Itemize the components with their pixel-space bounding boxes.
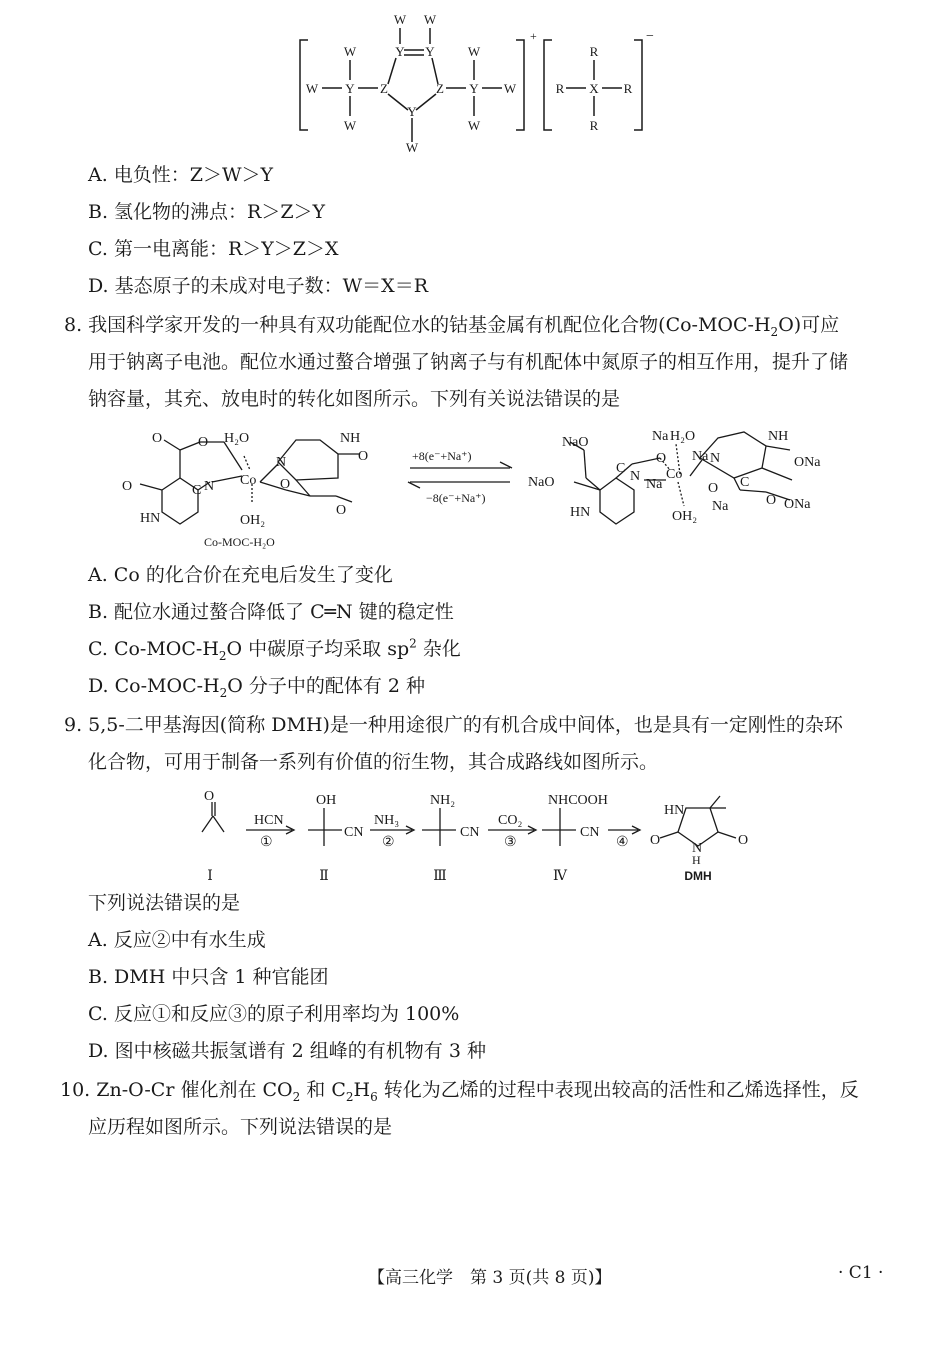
atom-o: O <box>650 833 661 848</box>
label-nh: NH <box>768 429 789 444</box>
atom-w: W <box>467 118 481 133</box>
atom-z: Z <box>380 81 388 96</box>
label-cn: CN <box>580 825 600 840</box>
atom-w: W <box>467 44 481 59</box>
label-h2o: H₂O <box>670 429 696 444</box>
label-hn: HN <box>664 803 685 818</box>
label-oh2: OH₂ <box>240 513 266 528</box>
charge-plus: + <box>530 29 537 43</box>
q9-option-a: A. 反应②中有水生成 <box>88 929 266 951</box>
label-hn: HN <box>140 511 161 526</box>
footer-page-info: 【高三化学 第 3 页(共 8 页)】 <box>368 1268 612 1288</box>
atom-o: O <box>280 477 291 492</box>
atom-o: O <box>152 431 163 446</box>
arrow-charge-label: +8(e⁻+Na⁺) <box>412 449 472 463</box>
q9-stem-line-1: 9. 5,5-二甲基海因(简称 DMH)是一种用途很广的有机合成中间体，也是具有一定刚性的杂环 <box>64 714 843 736</box>
label-na: Na <box>712 499 729 514</box>
q8-complex-figure <box>100 420 840 555</box>
atom-n: N <box>630 469 641 484</box>
arrow-discharge-label: −8(e⁻+Na⁺) <box>426 491 486 505</box>
atom-w: W <box>393 12 407 27</box>
q9-question: 下列说法错误的是 <box>88 892 241 914</box>
atom-o: O <box>656 451 667 466</box>
label-oh2: OH₂ <box>672 509 698 524</box>
atom-o: O <box>198 435 209 450</box>
reagent-nh3: NH₃ <box>374 813 400 828</box>
atom-r: R <box>555 81 565 96</box>
atom-n: N <box>710 451 721 466</box>
atom-y: Y <box>425 44 435 59</box>
label-co-moc: Co-MOC-H₂O <box>204 535 275 549</box>
label-na: Na <box>652 429 669 444</box>
q8-stem-line-2: 用于钠离子电池。配位水通过螯合增强了钠离子与有机配体中氮原子的相互作用，提升了储 <box>88 351 849 373</box>
q7-option-c: C. 第一电离能：R＞Y＞Z＞X <box>88 238 339 260</box>
q7-option-b: B. 氢化物的沸点：R＞Z＞Y <box>88 201 326 223</box>
q9-option-c: C. 反应①和反应③的原子利用率均为 100% <box>88 1003 460 1025</box>
atom-r: R <box>589 44 599 59</box>
q9-stem-line-2: 化合物，可用于制备一系列有价值的衍生物，其合成路线如图所示。 <box>88 751 659 773</box>
label-compound-1: Ⅰ <box>207 869 213 884</box>
atom-y: Y <box>407 104 417 119</box>
label-ona: ONa <box>784 497 811 512</box>
label-co: Co <box>240 473 257 488</box>
atom-y: Y <box>395 44 405 59</box>
atom-w: W <box>343 44 357 59</box>
label-h2o: H₂O <box>224 431 250 446</box>
label-cn: CN <box>460 825 480 840</box>
label-nh2: NH₂ <box>430 793 456 808</box>
atom-c: C <box>616 461 626 476</box>
q7-option-d: D. 基态原子的未成对电子数：W＝X＝R <box>88 275 428 297</box>
atom-o: O <box>738 833 749 848</box>
atom-n: N <box>692 841 703 856</box>
label-nao: NaO <box>562 435 589 450</box>
atom-o: O <box>358 449 369 464</box>
label-nhcooh: NHCOOH <box>548 793 608 808</box>
atom-y: Y <box>469 81 479 96</box>
q8-option-d: D. $Co-MOC-H_2O$ 分子中的配体有 2 种 <box>88 675 426 700</box>
atom-c: C <box>192 483 202 498</box>
q10-stem-line-1: 10. Zn-O-Cr 催化剂在 $CO_2$ 和 $C_2H_6$ 转化为乙烯的过程中表现出较高的活性和乙烯选择性，反 <box>60 1079 859 1104</box>
atom-n: N <box>276 455 287 470</box>
q7-structure-figure <box>290 6 660 156</box>
label-ona: ONa <box>794 455 821 470</box>
label-cn: CN <box>344 825 364 840</box>
label-oh: OH <box>316 793 337 808</box>
atom-w: W <box>405 140 419 155</box>
q7-option-a: A. 电负性：Z＞W＞Y <box>88 164 274 186</box>
q9-option-d: D. 图中核磁共振氢谱有 2 组峰的有机物有 3 种 <box>88 1040 486 1062</box>
atom-w: W <box>423 12 437 27</box>
atom-h: H <box>692 853 701 867</box>
label-nh: NH <box>340 431 361 446</box>
q8-stem-line-1: 8. 我国科学家开发的一种具有双功能配位水的钴基金属有机配位化合物$(Co-MOC-H_2O)$可应 <box>64 314 840 339</box>
atom-n: N <box>204 479 215 494</box>
label-compound-3: Ⅲ <box>433 869 447 884</box>
step-3: ③ <box>504 835 517 850</box>
label-na: Na <box>692 449 709 464</box>
atom-y: Y <box>345 81 355 96</box>
step-2: ② <box>382 835 395 850</box>
label-na: Na <box>646 477 663 492</box>
step-4: ④ <box>616 835 629 850</box>
atom-o: O <box>766 493 777 508</box>
atom-c: C <box>740 475 750 490</box>
q8-option-a: A. Co 的化合价在充电后发生了变化 <box>88 564 393 586</box>
atom-w: W <box>305 81 319 96</box>
q8-option-b: B. 配位水通过螯合降低了 C═N 键的稳定性 <box>88 601 454 623</box>
atom-o: O <box>122 479 133 494</box>
atom-z: Z <box>436 81 444 96</box>
q8-option-c: C. $Co-MOC-H_2O$ 中碳原子均采取 $sp^2$ 杂化 <box>88 636 461 663</box>
q8-stem-line-3: 钠容量，其充、放电时的转化如图所示。下列有关说法错误的是 <box>88 388 621 410</box>
label-dmh: DMH <box>684 869 712 883</box>
label-compound-2: Ⅱ <box>319 869 329 884</box>
atom-o: O <box>708 481 719 496</box>
reagent-co2: CO₂ <box>498 813 523 828</box>
atom-w: W <box>503 81 517 96</box>
q9-option-b: B. DMH 中只含 1 种官能团 <box>88 966 329 988</box>
footer-code: · C1 · <box>838 1263 884 1283</box>
label-co: Co <box>666 467 683 482</box>
atom-o: O <box>336 503 347 518</box>
atom-o: O <box>204 789 215 804</box>
atom-x: X <box>589 81 599 96</box>
label-nao: NaO <box>528 475 555 490</box>
q9-synthesis-route <box>180 786 780 886</box>
label-hn: HN <box>570 505 591 520</box>
q10-stem-line-2: 应历程如图所示。下列说法错误的是 <box>88 1116 393 1138</box>
atom-r: R <box>623 81 633 96</box>
step-1: ① <box>260 835 273 850</box>
atom-r: R <box>589 118 599 133</box>
label-compound-4: Ⅳ <box>553 869 567 884</box>
atom-w: W <box>343 118 357 133</box>
reagent-hcn: HCN <box>254 813 284 828</box>
charge-minus: − <box>646 29 654 44</box>
